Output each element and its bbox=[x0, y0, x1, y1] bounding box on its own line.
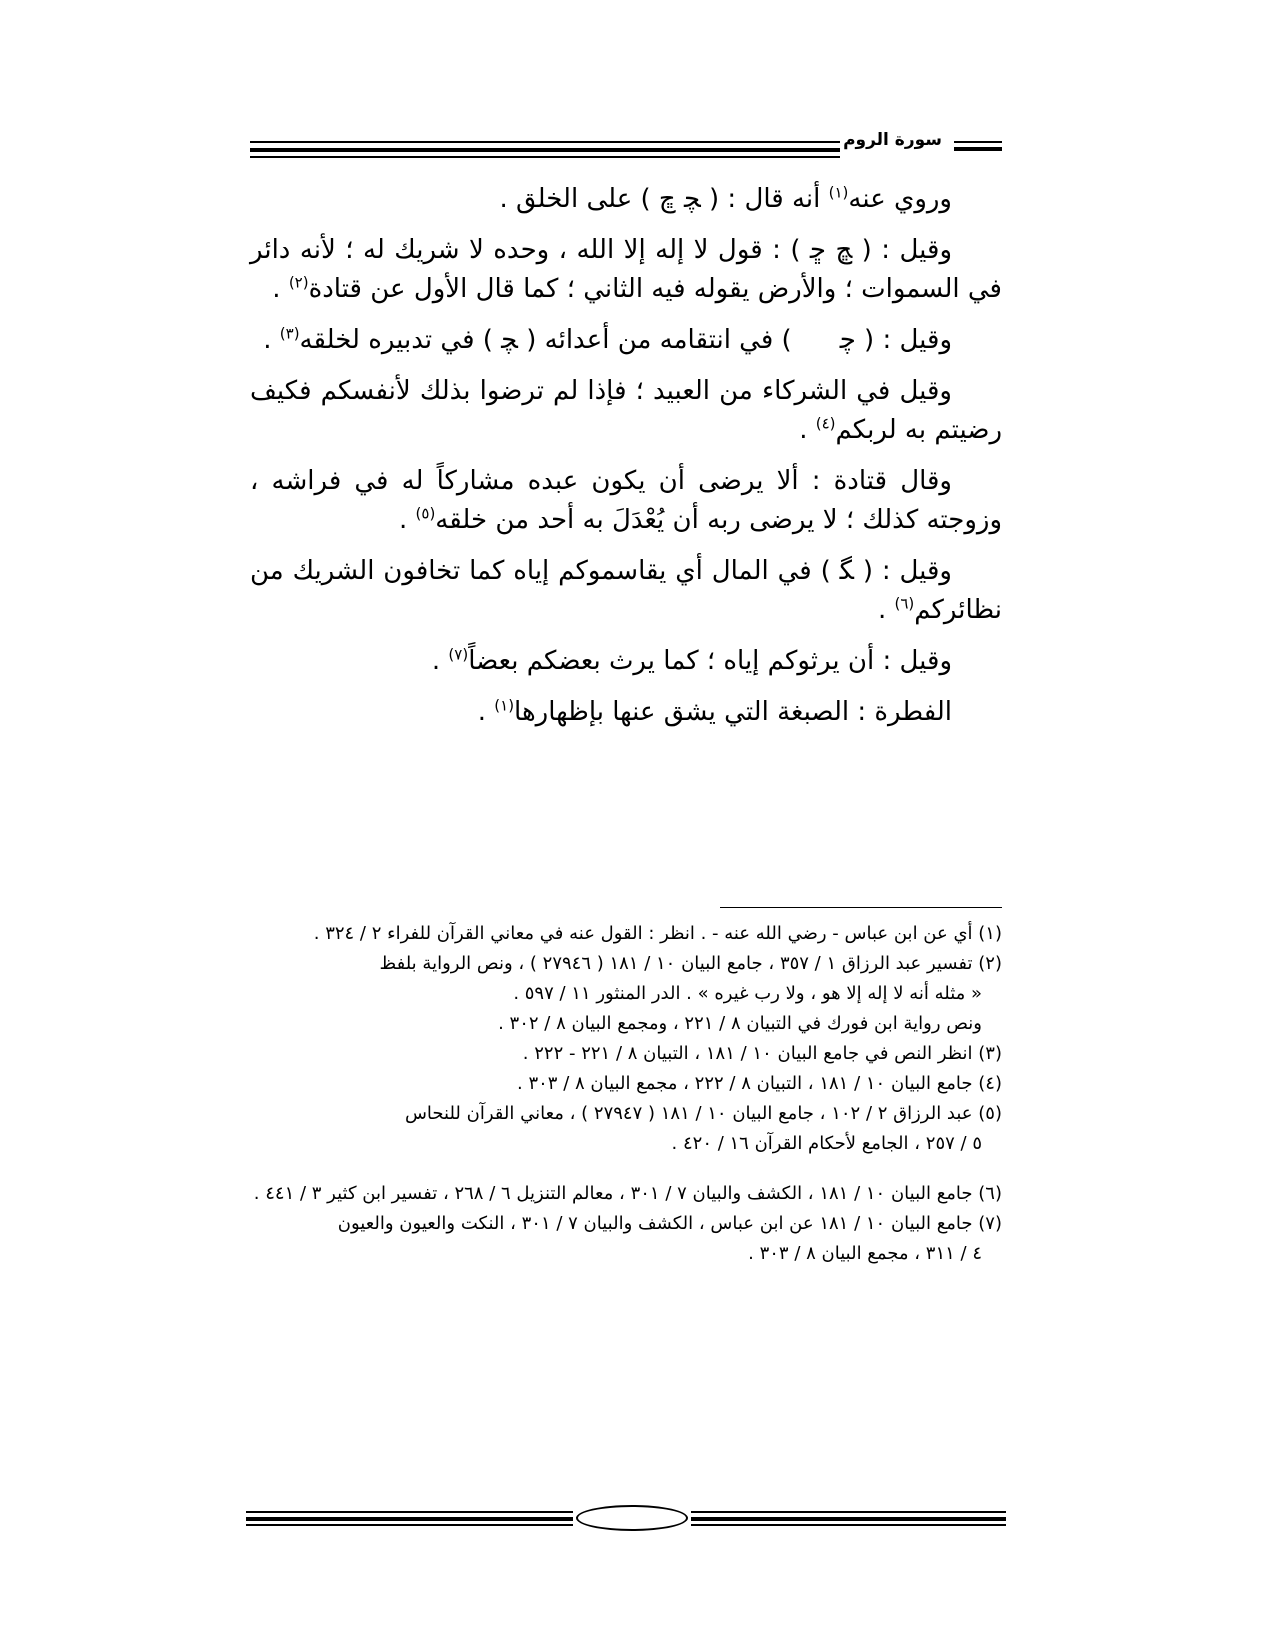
footnote-continuation: ٤ / ٣١١ ، مجمع البيان ٨ / ٣٠٣ . bbox=[748, 1243, 982, 1264]
footnote-continuation: ونص رواية ابن فورك في التبيان ٨ / ٢٢١ ، ومجمع البيان ٨ / ٣٠٢ . bbox=[498, 1013, 982, 1034]
footnote: (١) أي عن ابن عباس - رضي الله عنه - . انظر : القول عنه في معاني القرآن للفراء ٢ / ٣٢٤ . bbox=[313, 923, 1002, 944]
footnote: (٤) جامع البيان ١٠ / ١٨١ ، التبيان ٨ / ٢٢٢ ، مجمع البيان ٨ / ٣٠٣ . bbox=[517, 1073, 1002, 1094]
surah-title: سورة الروم bbox=[843, 130, 942, 150]
footnote-ref: (٢) bbox=[288, 273, 309, 292]
footnote-ref: (٥) bbox=[415, 504, 436, 523]
paragraph: وقيل : ( ﭿ ﮀ ) : قول لا إله إلا الله ، وحده لا شريك له ؛ لأنه دائر في السموات ؛ والأرض يقوله فيه الثاني ؛ كما قال الأول عن قتادة$^{(٢)}$ . bbox=[250, 235, 1002, 304]
header-rule bbox=[250, 156, 840, 158]
page-number-oval bbox=[576, 1505, 688, 1531]
header-rule bbox=[250, 148, 840, 152]
paragraph: وقال قتادة : ألا يرضى أن يكون عبده مشاركاً له في فراشه ، وزوجته كذلك ؛ لا يرضى ربه أن يُعْدَلَ به أحد من خلقه$^{(٥)}$ . bbox=[250, 466, 1002, 535]
footnote-ref: (١) bbox=[494, 696, 515, 715]
paragraph: وروي عنه$^{(١)}$ أنه قال : ( ﭽ ﭾ ) على الخلق . bbox=[499, 183, 952, 214]
footnote: (٣) انظر النص في جامع البيان ١٠ / ١٨١ ، التبيان ٨ / ٢٢١ - ٢٢٢ . bbox=[522, 1043, 1002, 1064]
footnote: (٦) جامع البيان ١٠ / ١٨١ ، الكشف والبيان ٧ / ٣٠١ ، معالم التنزيل ٦ / ٢٦٨ ، تفسير ابن كثير ٣ / ٤٤١ . bbox=[253, 1183, 1002, 1204]
paragraph: الفطرة : الصبغة التي يشق عنها بإظهارها$^{(١)}$ . bbox=[477, 696, 952, 727]
footnotes bbox=[250, 920, 1002, 1270]
footnote-ref: (١) bbox=[828, 183, 849, 202]
footnote: (٧) جامع البيان ١٠ / ١٨١ عن ابن عباس ، الكشف والبيان ٧ / ٣٠١ ، النكت والعيون والعيون bbox=[337, 1213, 1002, 1234]
header-rule bbox=[250, 141, 840, 143]
footnote-separator bbox=[720, 907, 1002, 908]
footnote-ref: (٦) bbox=[894, 594, 915, 613]
header-ornament bbox=[954, 141, 1002, 153]
main-text bbox=[250, 180, 1002, 744]
paragraph: وقيل : ( ﮕ ) في المال أي يقاسموكم إياه كما تخافون الشريك من نظائركم$^{(٦)}$ . bbox=[250, 556, 1002, 625]
paragraph: وقيل : أن يرثوكم إياه ؛ كما يرث بعضكم بعضاً$^{(٧)}$ . bbox=[431, 645, 952, 676]
footnote: (٥) عبد الرزاق ٢ / ١٠٢ ، جامع البيان ١٠ / ١٨١ ( ٢٧٩٤٧ ) ، معاني القرآن للنحاس bbox=[404, 1103, 1002, 1124]
footnote-ref: (٧) bbox=[448, 645, 469, 664]
footnote-continuation: « مثله أنه لا إله إلا هو ، ولا رب غيره » . الدر المنثور ١١ / ٥٩٧ . bbox=[513, 983, 982, 1004]
page-header bbox=[250, 128, 1002, 160]
paragraph: وقيل : ( ﭼ) في انتقامه من أعدائه ( ﭽ ) في تدبيره لخلقه$^{(٣)}$ . bbox=[263, 324, 952, 355]
footnote-ref: (٤) bbox=[815, 414, 836, 433]
footnote-ref: (٣) bbox=[279, 324, 300, 343]
page-footer-ornament bbox=[246, 1502, 1006, 1532]
footnote: (٢) تفسير عبد الرزاق ١ / ٣٥٧ ، جامع البيان ١٠ / ١٨١ ( ٢٧٩٤٦ ) ، ونص الرواية بلفظ bbox=[379, 953, 1002, 974]
footnote-continuation: ٥ / ٢٥٧ ، الجامع لأحكام القرآن ١٦ / ٤٢٠ . bbox=[671, 1133, 982, 1154]
paragraph: وقيل في الشركاء من العبيد ؛ فإذا لم ترضوا بذلك لأنفسكم فكيف رضيتم به لربكم$^{(٤)}$ . bbox=[250, 376, 1002, 445]
